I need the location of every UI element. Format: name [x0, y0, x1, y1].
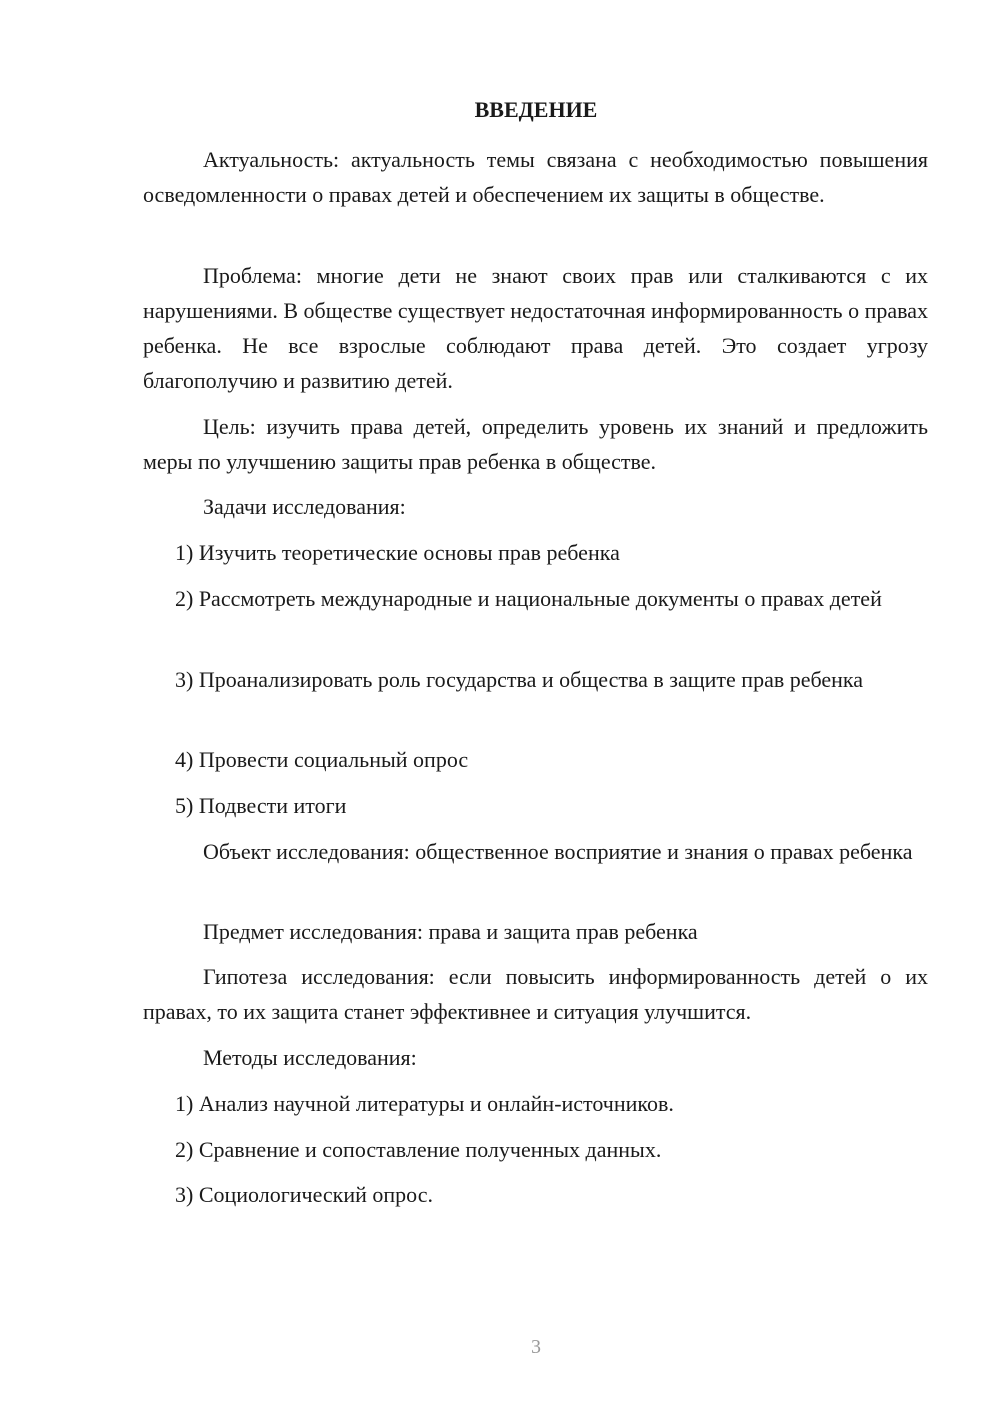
task-item: 1) Изучить теоретические основы прав ребенка	[175, 540, 620, 565]
method-item: 1) Анализ научной литературы и онлайн-источников.	[175, 1091, 674, 1116]
problem-paragraph: Проблема: многие дети не знают своих прав или сталкиваются с их нарушениями. В обществе существует недостаточная информированность о правах ребенка. Не все взрослые соблюдают права детей. Это создает угрозу благополучию и развитию детей.	[143, 263, 928, 393]
method-item: 2) Сравнение и сопоставление полученных данных.	[175, 1137, 662, 1162]
method-item: 3) Социологический опрос.	[175, 1182, 433, 1207]
object-paragraph: Объект исследования: общественное восприятие и знания о правах ребенка	[203, 839, 913, 864]
hypothesis-paragraph: Гипотеза исследования: если повысить информированность детей о их правах, то их защита станет эффективнее и ситуация улучшится.	[143, 964, 928, 1024]
methods-heading: Методы исследования:	[203, 1045, 417, 1070]
task-item: 4) Провести социальный опрос	[175, 747, 469, 772]
task-item: 2) Рассмотреть международные и национальные документы о правах детей	[175, 586, 882, 611]
task-item: 3) Проанализировать роль государства и общества в защите прав ребенка	[175, 667, 864, 692]
task-item: 5) Подвести итоги	[175, 793, 347, 818]
page-title: ВВЕДЕНИЕ	[474, 97, 598, 122]
subject-paragraph: Предмет исследования: права и защита прав ребенка	[203, 919, 698, 944]
goal-paragraph: Цель: изучить права детей, определить уровень их знаний и предложить меры по улучшению защиты прав ребенка в обществе.	[143, 414, 928, 474]
relevance-paragraph: Актуальность: актуальность темы связана с необходимостью повышения осведомленности о правах детей и обеспечением их защиты в обществе.	[143, 147, 928, 207]
tasks-heading: Задачи исследования:	[203, 494, 406, 519]
page-number: 3	[531, 1336, 541, 1358]
